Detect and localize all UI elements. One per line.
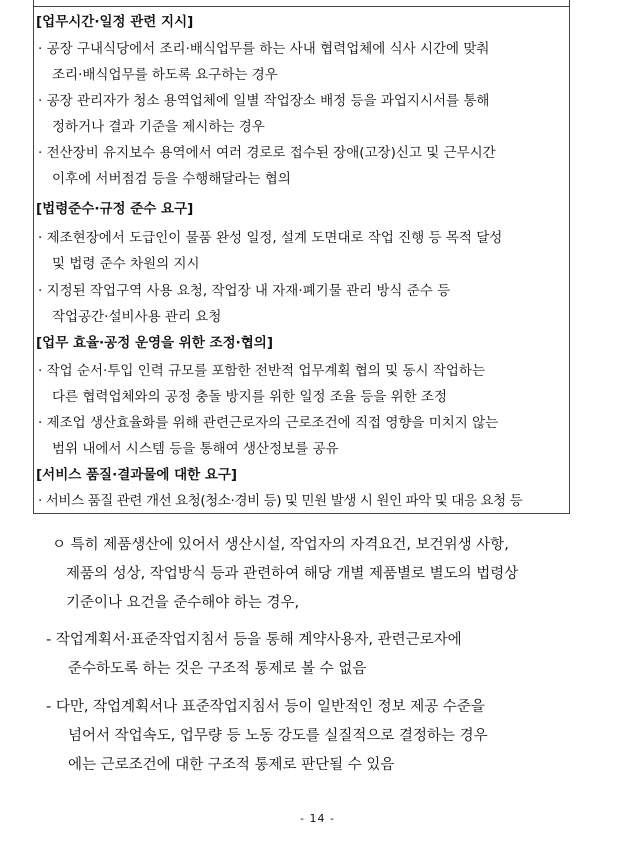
list-item: · 공장 구내식당에서 조리·배식업무를 하는 사내 협력업체에 식사 시간에 맞춰 조리·배식업무를 하도록 요구하는 경우 (38, 41, 490, 83)
list-item: · 서비스 품질 관련 개선 요청(청소·경비 등) 및 민원 발생 시 원인 파악 및 대응 요청 등 (38, 493, 523, 509)
list-item: · 지정된 작업구역 사용 요청, 작업장 내 자재·폐기물 관리 방식 준수 등 작업공간·설비사용 관리 요청 (38, 283, 451, 325)
list-item: · 제조현장에서 도급인이 물품 완성 일정, 설계 도면대로 작업 진행 등 목적 달성 및 법령 준수 차원의 지시 (38, 230, 503, 272)
list-item: · 전산장비 유지보수 용역에서 여러 경로로 접수된 장애(고장)신고 및 근무시간 이후에 서버점검 등을 수행해달라는 협의 (38, 145, 496, 187)
section-heading-work-hours: [업무시간·일정 관련 지시] (36, 14, 194, 30)
section-heading-compliance: [법령준수·규정 준수 요구] (36, 201, 194, 217)
list-item: · 제조업 생산효율화를 위해 관련근로자의 근로조건에 직접 영향을 미치지 않는 범위 내에서 시스템 등을 통해여 생산정보를 공유 (38, 415, 499, 457)
paragraph-circle: ㅇ 특히 제품생산에 있어서 생산시설, 작업자의 자격요건, 보건위생 사항, 제품의 성상, 작업방식 등과 관련하여 해당 개별 제품별로 별도의 법령상 기준이나 요건을 준수해야 하는 경우, (52, 537, 519, 611)
paragraph-dash: - 다만, 작업계획서나 표준작업지침서 등이 일반적인 정보 제공 수준을 넘어서 작업속도, 업무량 등 노동 강도를 실질적으로 결정하는 경우 에는 근로조건에 대한 구조적 통제로 판단될 수 있음 (46, 699, 488, 773)
section-heading-efficiency: [업무 효율·공정 운영을 위한 조정·협의] (36, 335, 274, 351)
list-item: · 공장 관리자가 청소 용역업체에 일별 작업장소 배정 등을 과업지시서를 통해 정하거나 결과 기준을 제시하는 경우 (38, 93, 490, 135)
page-number: - 14 - (300, 812, 335, 825)
section-heading-service-quality: [서비스 품질·결과물에 대한 요구] (36, 467, 238, 483)
list-item: · 작업 순서·투입 인력 규모를 포함한 전반적 업무계획 협의 및 동시 작업하는 다른 협력업체와의 공정 충돌 방지를 위한 일정 조율 등을 위한 조정 (38, 363, 486, 405)
paragraph-dash: - 작업계획서·표준작업지침서 등을 통해 계약사용자, 관련근로자에 준수하도록 하는 것은 구조적 통제로 볼 수 없음 (46, 632, 462, 677)
